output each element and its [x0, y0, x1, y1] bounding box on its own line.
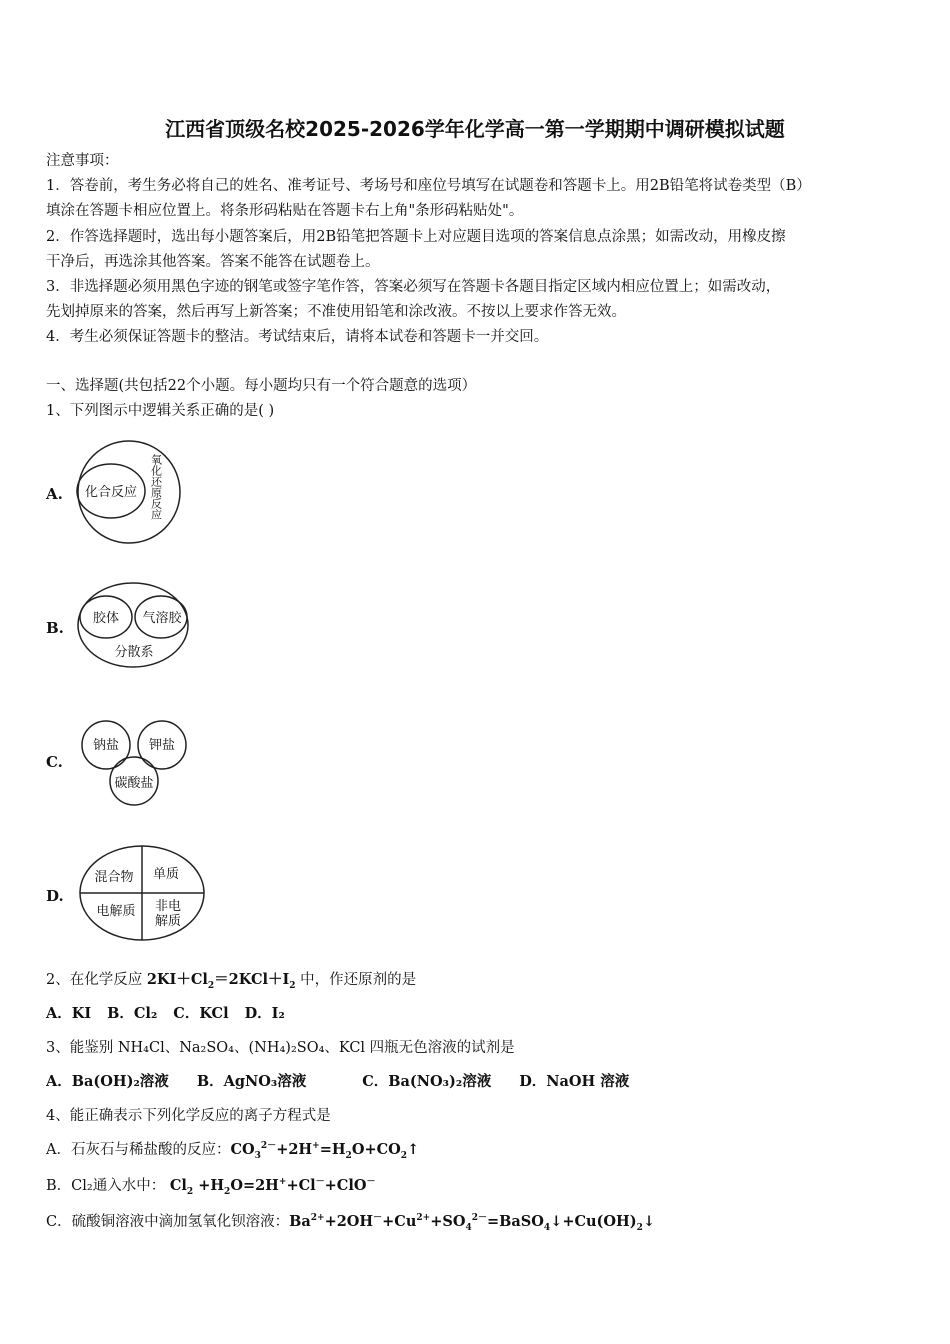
diagram-d-tl-text: 混合物 [94, 870, 134, 885]
notice-line: 先划掉原来的答案，然后再写上新答案；不准使用铅笔和涂改液。不按以上要求作答无效。 [46, 304, 626, 320]
diagram-c [76, 720, 192, 806]
diagram-b [76, 580, 192, 670]
notice-line: 3．非选择题必须用黑色字迹的钢笔或签字笔作答，答案必须写在答题卡各题目指定区域内相应位置上；如需改动， [46, 279, 781, 295]
diagram-c-bottom-text: 碳酸盐 [114, 776, 154, 791]
diagram-d [78, 843, 208, 943]
diagram-d-tr-text: 单质 [152, 867, 180, 882]
diagram-b-right-text: 气溶胶 [142, 611, 182, 626]
q4-option-c-text: C．硫酸铜溶液中滴加氢氧化钡溶液： [46, 1214, 290, 1230]
option-a-label: A. [46, 485, 63, 503]
diagram-b-outer-text: 分散系 [114, 645, 154, 660]
q4-option-b-text: B．Cl₂通入水中： [46, 1178, 166, 1194]
question-2-options [46, 1004, 285, 1024]
notice-line: 4．考生必须保证答题卡的整洁。考试结束后，请将本试卷和答题卡一并交回。 [46, 329, 549, 345]
q4-option-c-equation: $Ba^{2+}+2OH^-+Cu^{2+}+SO_4^{2-}=BaSO_4↓+Cu(OH)_2↓$ [289, 1213, 656, 1233]
notice-line: 干净后，再选涂其他答案。答案不能答在试题卷上。 [46, 254, 380, 270]
diagram-d-br-text: 非电 [154, 899, 182, 914]
option-b-label: B. [46, 619, 64, 637]
notice-heading: 注意事项： [46, 153, 119, 169]
q3-option-c: C．Ba(NO₃)₂溶液 [362, 1073, 492, 1090]
diagram-c-right-text: 钾盐 [148, 738, 176, 753]
question-3-stem: 3、能鉴别 NH₄Cl、Na₂SO₄、(NH₄)₂SO₄、KCl 四瓶无色溶液的试剂是 [46, 1040, 515, 1056]
q2-option-d: D．I₂ [244, 1005, 285, 1022]
diagram-c-left-text: 钠盐 [92, 738, 120, 753]
diagram-a [74, 440, 186, 544]
q2-stem-part: 2、在化学反应 [46, 972, 147, 988]
notice-line: 2．作答选择题时，选出每小题答案后，用2B铅笔把答题卡上对应题目选项的答案信息点涂黑；如需改动，用橡皮擦 [46, 229, 786, 245]
q2-option-b: B．Cl₂ [107, 1005, 158, 1022]
page-title: 江西省顶级名校2025-2026学年化学高一第一学期期中调研模拟试题 [165, 117, 785, 141]
question-2-stem [46, 970, 416, 990]
q4-option-a-equation: $CO_3^{2-}+2H^+=H_2O+CO_2↑$ [230, 1141, 420, 1161]
notice-line: 填涂在答题卡相应位置上。将条形码粘贴在答题卡右上角"条形码粘贴处"。 [46, 203, 524, 219]
option-d-label: D. [46, 887, 64, 905]
q4-option-b-equation: $Cl_2 +H_2O=2H^++Cl^-+ClO^-$ [169, 1177, 376, 1197]
notice-line: 1．答卷前，考生务必将自己的姓名、准考证号、考场号和座位号填写在试题卷和答题卡上。用2B铅笔将试卷类型（B） [46, 178, 811, 194]
q3-option-b: B．AgNO₃溶液 [196, 1073, 307, 1090]
question-4-stem: 4、能正确表示下列化学反应的离子方程式是 [46, 1108, 331, 1124]
diagram-d-br-text: 解质 [154, 914, 182, 929]
section-heading: 一、选择题(共包括22个小题。每小题均只有一个符合题意的选项） [46, 378, 477, 394]
q3-option-d: D．NaOH 溶液 [519, 1073, 630, 1090]
q4-option-a-text: A．石灰石与稀盐酸的反应： [46, 1142, 231, 1158]
question-1-stem: 1、下列图示中逻辑关系正确的是( ) [46, 403, 275, 419]
q2-option-c: C．KCl [173, 1005, 229, 1022]
q3-option-a: A．Ba(OH)₂溶液 [46, 1073, 169, 1090]
diagram-a-outer-text: 氧化还原反应 [149, 454, 163, 520]
q2-option-a: A．KI [46, 1005, 92, 1022]
question-4-option-b [46, 1176, 376, 1196]
option-c-label: C. [46, 753, 63, 771]
question-4-option-c [46, 1212, 655, 1232]
diagram-d-bl-text: 电解质 [96, 904, 136, 919]
question-3-options [46, 1072, 629, 1092]
question-4-option-a [46, 1140, 419, 1160]
diagram-b-left-text: 胶体 [92, 611, 120, 626]
q2-equation: $2KI+Cl_2=2KCl+I_2$ [146, 971, 296, 991]
diagram-a-inner-text: 化合反应 [84, 485, 138, 500]
q2-stem-part: 中，作还原剂的是 [295, 972, 417, 988]
